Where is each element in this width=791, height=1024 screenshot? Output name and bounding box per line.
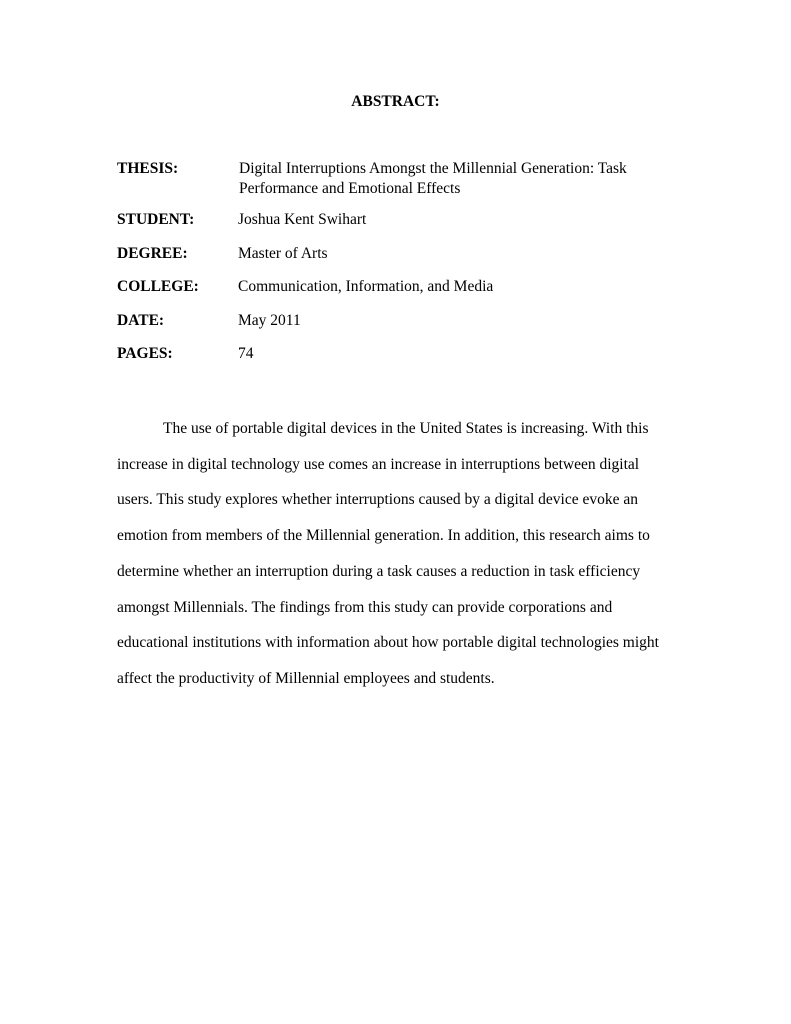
pages-row (117, 344, 677, 364)
abstract-paragraph: The use of portable digital devices in the United States is increasing. With this increase in digital technology use comes an increase in interruptions between digital users. This study explores whether interruptions caused by a digital device evoke an emotion from members of the Millennial generation. In addition, this research aims to determine whether an interruption during a task causes a reduction in task efficiency amongst Millennials. The findings from this study can provide corporations and educational institutions with information about how portable digital technologies might affect the productivity of Millennial employees and students. (117, 420, 659, 687)
thesis-row (117, 159, 677, 199)
degree-label: DEGREE: (117, 244, 188, 262)
date-label: DATE: (117, 311, 165, 329)
student-label: STUDENT: (117, 211, 195, 228)
thesis-metadata (117, 159, 677, 378)
degree-value: Master of Arts (238, 244, 328, 262)
abstract-heading: ABSTRACT: (351, 93, 440, 110)
college-label: COLLEGE: (117, 278, 199, 295)
degree-row (117, 244, 677, 264)
college-row (117, 277, 677, 297)
pages-label: PAGES: (117, 345, 173, 362)
thesis-label: THESIS: (117, 160, 179, 177)
student-name: Joshua Kent Swihart (238, 211, 367, 228)
date-row (117, 311, 677, 331)
student-row (117, 210, 677, 230)
pages-value: 74 (238, 345, 254, 362)
college-value: Communication, Information, and Media (238, 278, 494, 295)
thesis-title: Digital Interruptions Amongst the Millennial Generation: Task Performance and Emotional Effects (239, 160, 627, 197)
date-value: May 2011 (238, 311, 301, 329)
